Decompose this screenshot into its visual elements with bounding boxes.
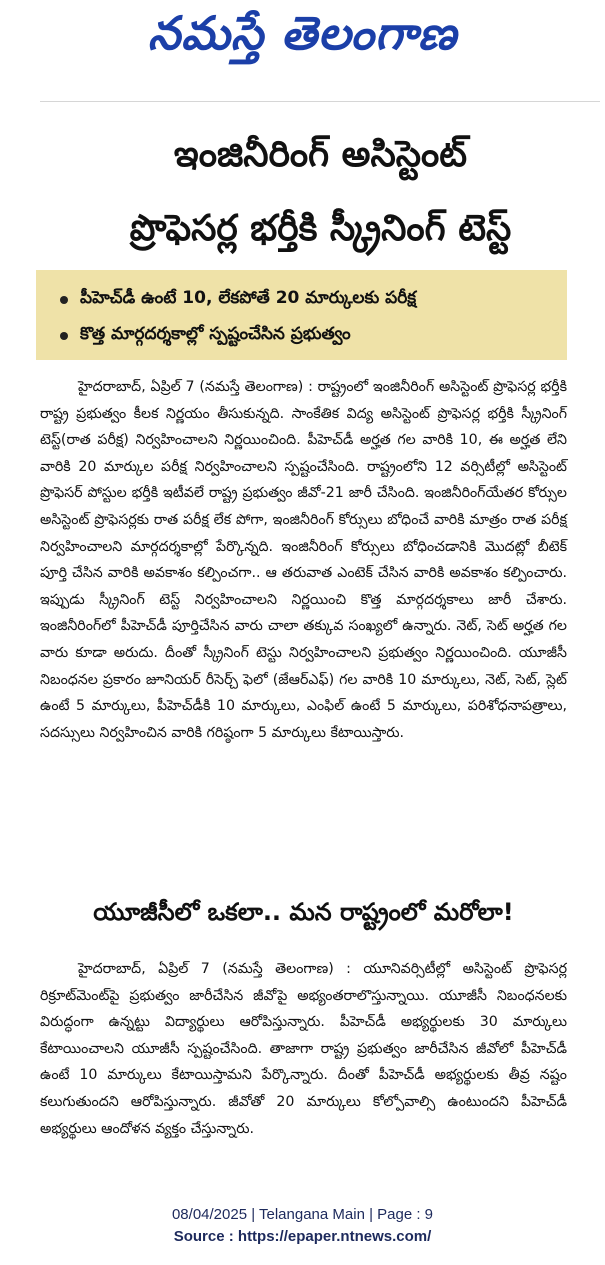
article-body (40, 374, 567, 746)
sub-article-body (40, 956, 567, 1142)
article-paragraph: హైదరాబాద్, ఏప్రిల్ 7 (నమస్తే తెలంగాణ) : రాష్ట్రంలో ఇంజినీరింగ్ అసిస్టెంట్ ప్రొఫెసర్ల భర్తీకి రాష్ట్ర ప్రభుత్వం కీలక నిర్ణయం తీసుకున్నది. సాంకేతిక విద్య అసిస్టెంట్ ప్రొఫెసర్ల భర్తీకి స్క్రీనింగ్ టెస్ట్(రాత పరీక్ష) నిర్వహించాలని నిర్ణయించింది. పీహెచ్‌డీ అర్హత గల వారికి 10, ఈ అర్హత లేని వారికి 20 మార్కుల పరీక్ష నిర్వహించాలని స్పష్టంచేసింది. రాష్ట్రంలోని 12 వర్సిటీల్లో అసిస్టెంట్ ప్రొఫెసర్ పోస్టుల భర్తీకి ఇటీవలే రాష్ట్ర ప్రభుత్వం జీవో-21 జారీ చేసింది. ఇంజినీరింగ్‌యేతర కోర్సుల అసిస్టెంట్ ప్రొఫెసర్లకు రాత పరీక్ష లేక పోగా, ఇంజినీరింగ్ కోర్సులు బోధించే వారికి మాత్రం రాత పరీక్ష నిర్వహించాలని మార్గదర్శకాల్లో పేర్కొన్నది. ఇంజినీరింగ్ కోర్సులు బోధించడానికి మొదట్లో బీటెక్ పూర్తి చేసిన వారికి అవకాశం కల్పించగా.. ఆ తరువాత ఎంటెక్ చేసిన వారికి అవకాశం కల్పించారు. ఇప్పుడు స్క్రీనింగ్ టెస్ట్ నిర్వహించాలని నిర్ణయించి కొత్త మార్గదర్శకాలు జారీ చేశారు. ఇంజినీరింగ్‌లో పీహెచ్‌డీ పూర్తిచేసిన వారు చాలా తక్కువ సంఖ్యలో ఉన్నారు. నెట్, సెట్ అర్హత గల వారు కూడా అరుదు. దీంతో స్క్రీనింగ్ టెస్టు నిర్వహించాలని ప్రభుత్వం నిర్ణయించింది. యూజీసీ నిబంధనల ప్రకారం జూనియర్ రీసెర్చ్ ఫెలో (జేఆర్‌ఎఫ్) గల వారికి 10 మార్కులు, నెట్, సెట్, స్లెట్ ఉంటే 5 మార్కులు, పీహెచ్‌డీకి 10 మార్కులు, ఎంఫిల్ ఉంటే 5 మార్కులు, పరిశోధనాపత్రాలు, సదస్సులు నిర్వహించిన వారికి గరిష్ఠంగా 5 మార్కులు కేటాయిస్తారు. (40, 379, 567, 741)
footer (0, 1204, 605, 1248)
highlight-item (60, 282, 567, 318)
highlight-item (60, 318, 567, 354)
headline (36, 118, 605, 266)
highlights-box (36, 270, 567, 360)
highlight-text: పీహెచ్‌డీ ఉంటే 10, లేకపోతే 20 మార్కులకు పరీక్ష (80, 288, 417, 308)
bullet-icon (60, 296, 68, 304)
sub-article-paragraph: హైదరాబాద్, ఏప్రిల్ 7 (నమస్తే తెలంగాణ) : యూనివర్సిటీల్లో అసిస్టెంట్ ప్రొఫెసర్ల రిక్రూట్‌మెంట్‌పై ప్రభుత్వం జారీచేసిన జీవోపై అభ్యంతరాలొస్తున్నాయి. యూజీసీ నిబంధనలకు విరుద్ధంగా ఉన్నట్టు విద్యార్థులు ఆరోపిస్తున్నారు. పీహెచ్‌డీ అభ్యర్థులకు 30 మార్కులు కేటాయించాలని యూజీసీ స్పష్టంచేసింది. తాజాగా రాష్ట్ర ప్రభుత్వం జారీచేసిన జీవోలో పీహెచ్‌డీ ఉంటే 10 మార్కులు కేటాయిస్తామని పేర్కొన్నారు. దీంతో పీహెచ్‌డీ అభ్యర్థులకు తీవ్ర నష్టం కలుగుతుందని ఆరోపిస్తున్నారు. జీవోతో 20 మార్కులు కోల్పోవాల్సి ఉంటుందని పీహెచ్‌డీ అభ్యర్థులు ఆందోళన వ్యక్తం చేస్తున్నారు. (40, 961, 567, 1137)
source-link[interactable]: Source : https://epaper.ntnews.com/ (173, 1228, 432, 1245)
headline-line-1: ఇంజినీరింగ్ అసిస్టెంట్ (173, 134, 468, 175)
headline-line-2: ప్రొఫెసర్ల భర్తీకి స్క్రీనింగ్ టెస్ట్ (129, 208, 512, 249)
sub-headline: యూజీసీలో ఒకలా.. మన రాష్ట్రంలో మరోలా! (93, 898, 514, 926)
bullet-icon (60, 332, 68, 340)
masthead (0, 0, 605, 78)
divider (40, 101, 600, 102)
highlight-text: కొత్త మార్గదర్శకాల్లో స్పష్టంచేసిన ప్రభుత్వం (80, 324, 351, 344)
newspaper-logo: నమస్తే తెలంగాణ (147, 6, 458, 60)
edition-info: 08/04/2025 | Telangana Main | Page : 9 (171, 1206, 434, 1223)
